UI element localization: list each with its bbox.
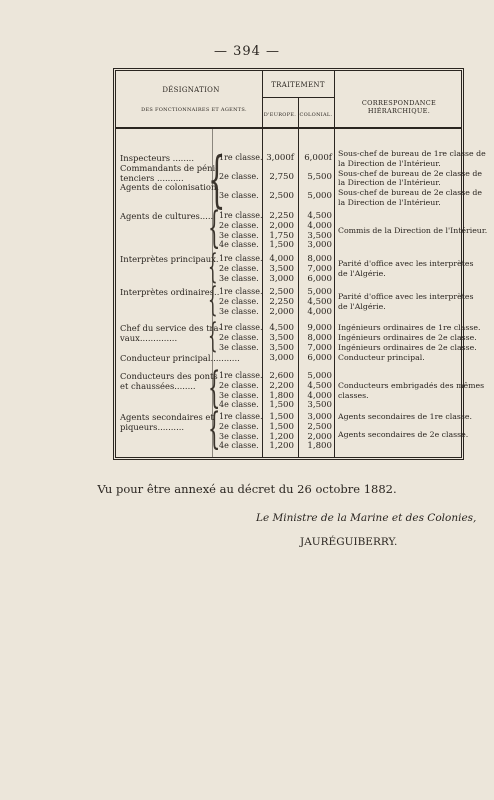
signature: JAURÉGUIBERRY. [300,536,398,548]
salary-europe: 3,500 [269,332,294,343]
group-brace: { [208,247,218,286]
designation-text: Conducteurs des ponts [120,371,218,381]
designation-text: Agents de cultures..... [120,211,214,221]
salary-europe: 2,200 [269,380,294,391]
group-brace: { [208,316,218,355]
group-brace: { [208,404,221,454]
salary-colonial: 1,800 [307,441,332,452]
class-label: 2e classe. [219,296,259,306]
class-label: 1re classe. [219,287,263,296]
salary-europe: 2,000 [269,306,294,317]
class-label: 3e classe. [219,273,259,283]
correspondance-text: Conducteurs embrigadés des mêmes [338,380,485,390]
salary-colonial: 7,000 [307,263,332,274]
salary-colonial: 2,000 [307,431,332,442]
correspondance-text: Sous-chef de bureau de 1re classe de [338,149,486,158]
salary-colonial: 8,000 [307,332,332,343]
header-correspondance: CORRESPONDANCE HIÉRARCHIQUE. [361,99,437,115]
class-label: 2e classe. [219,332,259,342]
designation-text: Interprètes principaux. [120,254,219,264]
header-colonial: COLONIAL. [299,112,333,118]
salary-colonial: 3,000 [307,240,332,251]
class-label: 2e classe. [219,380,259,390]
correspondance-text: Sous-chef de bureau de 2e classe de [338,188,482,198]
class-label: 4e classe. [219,441,259,451]
salary-europe: 1,500 [269,421,294,432]
class-label: 4e classe. [219,240,259,250]
header-rule [116,127,461,129]
salary-europe: 1,500 [269,412,294,422]
salary-europe: 1,500 [269,240,294,251]
correspondance-text: de l'Algérie. [338,301,386,311]
designation-text: Agents de colonisation. [120,182,220,193]
annex-text: Vu pour être annexé au décret du 26 octobre 1882. [97,482,397,496]
salary-colonial: 2,500 [307,421,332,432]
salary-colonial: 4,500 [307,211,332,221]
correspondance-text: Ingénieurs ordinaires de 2e classe. [338,332,477,342]
salary-europe: 2,500 [269,287,294,297]
designation-text: Interprètes ordinaires.. [120,287,220,297]
class-label: 1re classe. [219,211,263,220]
salary-table [113,68,488,460]
salary-europe: 2,000 [269,220,294,231]
salary-colonial: 6,000 [307,353,332,363]
salary-colonial: 5,000 [307,287,332,297]
correspondance-text: Commis de la Direction de l'Intérieur. [338,225,488,235]
correspondance-text: Agents secondaires de 1re classe. [338,412,472,421]
header-designation: DÉSIGNATION [162,86,220,94]
designation-text: Conducteur principal........... [120,353,240,363]
correspondance-text: Conducteur principal. [338,353,425,362]
header-rule [262,97,334,98]
salary-europe: 2,600 [269,371,294,381]
header-traitement: TRAITEMENT [271,81,325,89]
salary-europe: 1,800 [269,390,294,401]
designation-text: Commandants de péni- [120,162,218,173]
page-number: — 394 — [213,44,281,59]
salary-colonial: 5,000 [307,371,332,381]
class-label: 1re classe. [219,254,263,263]
salary-europe: 1,500 [269,400,294,411]
group-brace: { [208,280,218,319]
class-label: 4e classe. [219,400,259,410]
class-label: 3e classe. [219,390,259,400]
salary-colonial: 3,000 [307,412,332,422]
class-label: 2e classe. [219,263,259,273]
salary-europe: 3,500 [269,263,294,274]
correspondance-text: Agents secondaires de 2e classe. [338,430,469,439]
salary-europe: 3,000 [269,353,294,363]
salary-colonial: 4,500 [307,380,332,391]
group-brace: { [208,363,221,413]
group-brace: { [208,144,226,215]
salary-colonial: 5,000 [307,191,332,201]
correspondance-text: Parité d'office avec les interprètes [338,291,474,301]
correspondance-text: classes. [338,390,369,400]
designation-text: piqueurs.......... [120,421,185,432]
class-label: 1re classe. [219,412,263,421]
designation-text: Chef du service des tra- [120,323,222,333]
correspondance-text: Ingénieurs ordinaires de 2e classe. [338,342,477,352]
header-europe: D'EUROPE. [263,112,297,118]
class-label: 1re classe. [219,323,263,332]
salary-europe: 4,000 [269,254,294,264]
header-designation-sub: DES FONCTIONNAIRES ET AGENTS. [141,107,247,113]
correspondance-text: la Direction de l'Intérieur. [338,198,441,207]
salary-europe: 2,500 [269,191,294,201]
designation-text: tenciers .......... [120,172,184,183]
class-label: 2e classe. [219,220,259,230]
salary-colonial: 4,000 [307,306,332,317]
salary-colonial: 3,500 [307,230,332,241]
salary-colonial: 4,000 [307,220,332,231]
salary-europe: 3,000 [269,273,294,284]
salary-colonial: 9,000 [307,323,332,333]
salary-europe: 1,750 [269,230,294,241]
salary-colonial: 5,500 [307,172,332,182]
correspondance-text: la Direction de l'Intérieur. [338,158,441,168]
class-label: 3e classe. [219,230,259,240]
designation-text: et chaussées........ [120,380,196,391]
salary-europe: 2,250 [269,211,294,221]
correspondance-text: Parité d'office avec les interprètes [338,258,474,268]
salary-europe: 2,250 [269,296,294,307]
salary-colonial: 4,500 [307,296,332,307]
class-label: 1re classe. [219,153,263,162]
correspondance-text: Ingénieurs ordinaires de 1re classe. [338,323,481,332]
correspondance-text: Sous-chef de bureau de 2e classe de [338,168,482,178]
class-label: 2e classe. [219,172,259,181]
class-label: 3e classe. [219,306,259,316]
salary-colonial: 7,000 [307,342,332,353]
designation-text: Agents secondaires et [120,412,214,422]
salary-europe: 2,750 [269,172,294,182]
correspondance-text: de l'Algérie. [338,268,386,278]
group-brace: { [208,203,221,253]
salary-colonial: 6,000f [304,153,332,163]
minister-line: Le Ministre de la Marine et des Colonies, [256,512,477,524]
salary-europe: 1,200 [269,431,294,442]
class-label: 3e classe. [219,342,259,352]
class-label: 3e classe. [219,431,259,441]
correspondance-text: la Direction de l'Intérieur. [338,178,441,188]
salary-colonial: 6,000 [307,273,332,284]
salary-colonial: 4,000 [307,390,332,401]
class-label: 2e classe. [219,421,259,431]
salary-europe: 4,500 [269,323,294,333]
salary-europe: 3,500 [269,342,294,353]
salary-colonial: 3,500 [307,400,332,411]
salary-europe: 3,000f [266,153,294,163]
class-label: 1re classe. [219,371,263,380]
designation-text: vaux.............. [120,332,178,343]
salary-colonial: 8,000 [307,254,332,264]
salary-europe: 1,200 [269,441,294,452]
class-label: 3e classe. [219,191,259,200]
designation-text: Inspecteurs ........ [120,153,194,163]
